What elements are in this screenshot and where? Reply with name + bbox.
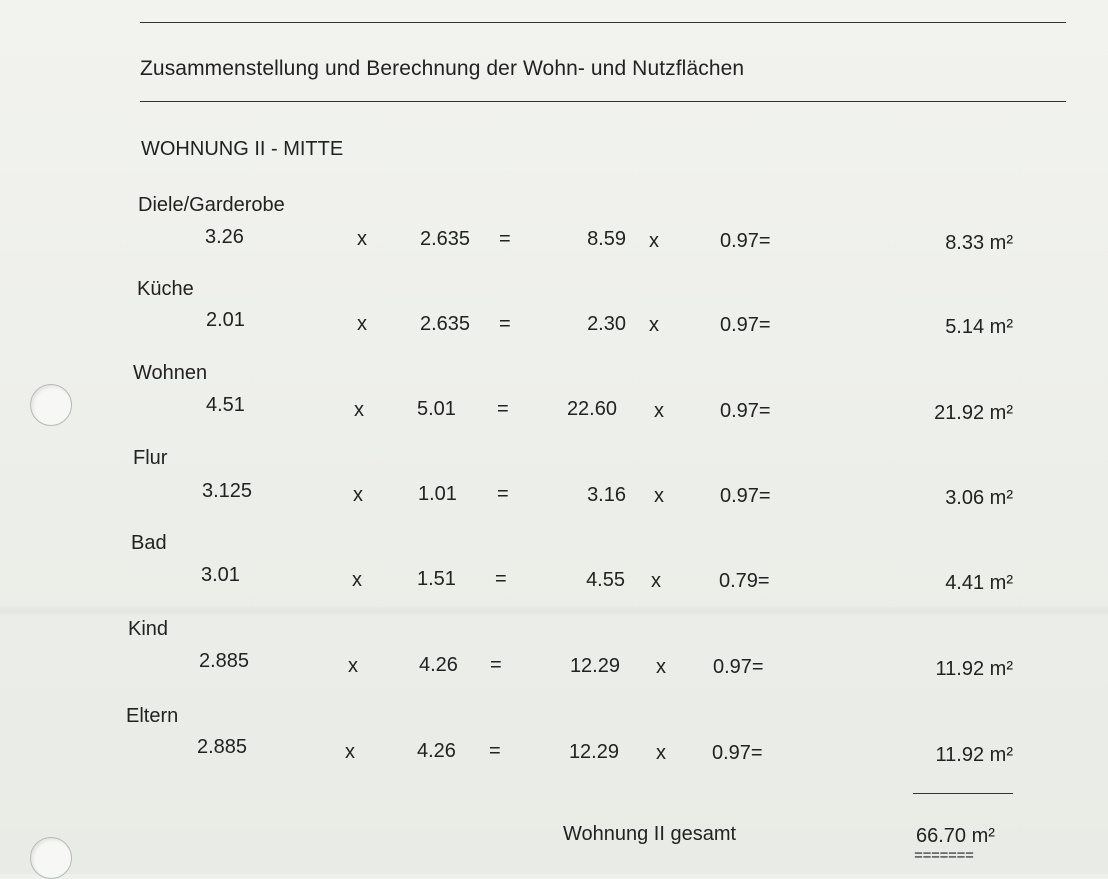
room-length: 3.01	[201, 564, 240, 586]
multiply-sign: x	[649, 230, 659, 252]
room-name: Kind	[128, 618, 169, 640]
room-result: 5.14 m²	[945, 316, 1013, 338]
paper-fold	[0, 605, 1108, 617]
punch-hole	[30, 384, 72, 426]
room-name: Diele/Garderobe	[138, 194, 285, 216]
room-length: 3.125	[202, 480, 253, 502]
room-width: 4.26	[417, 740, 456, 762]
room-width: 4.26	[419, 654, 458, 676]
room-width: 5.01	[417, 398, 456, 420]
room-width: 1.01	[418, 483, 457, 505]
room-area: 8.59	[587, 228, 626, 250]
document-title: Zusammenstellung und Berechnung der Wohn- und Nutzflächen	[140, 57, 745, 80]
section-title: WOHNUNG II - MITTE	[141, 138, 344, 160]
room-factor: 0.97=	[713, 656, 764, 678]
room-factor: 0.97=	[720, 485, 771, 507]
room-length: 3.26	[205, 226, 244, 248]
room-area: 4.55	[586, 569, 625, 591]
multiply-sign: x	[651, 570, 661, 592]
total-label: Wohnung II gesamt	[563, 823, 737, 845]
equals-sign: =	[497, 398, 509, 420]
room-area: 12.29	[568, 741, 619, 763]
room-length: 2.01	[206, 309, 245, 331]
multiply-sign: x	[352, 569, 362, 591]
room-result: 21.92 m²	[934, 402, 1013, 424]
room-area: 12.29	[569, 655, 620, 677]
room-area: 22.60	[566, 398, 617, 420]
room-result: 11.92 m²	[935, 744, 1013, 766]
room-length: 4.51	[206, 394, 245, 416]
room-length: 2.885	[197, 736, 248, 758]
multiply-sign: x	[656, 742, 666, 764]
room-factor: 0.79=	[719, 570, 770, 592]
title-rule	[140, 101, 1066, 102]
multiply-sign: x	[357, 228, 367, 250]
multiply-sign: x	[353, 484, 363, 506]
room-area: 3.16	[587, 484, 626, 506]
room-factor: 0.97=	[720, 230, 771, 252]
equals-sign: =	[495, 568, 507, 590]
room-name: Flur	[133, 447, 168, 469]
multiply-sign: x	[654, 400, 664, 422]
equals-sign: =	[490, 654, 502, 676]
multiply-sign: x	[354, 399, 364, 421]
multiply-sign: x	[357, 313, 367, 335]
room-width: 2.635	[420, 313, 471, 335]
room-area: 2.30	[587, 313, 626, 335]
room-result: 4.41 m²	[945, 572, 1013, 594]
room-result: 3.06 m²	[945, 487, 1013, 509]
punch-hole	[30, 837, 72, 879]
total-value: 66.70 m²	[916, 825, 995, 847]
multiply-sign: x	[348, 655, 358, 677]
equals-sign: =	[499, 313, 511, 335]
equals-sign: =	[499, 228, 511, 250]
equals-sign: =	[489, 740, 501, 762]
room-factor: 0.97=	[720, 314, 771, 336]
multiply-sign: x	[656, 656, 666, 678]
total-double-underline: =======	[914, 848, 974, 865]
room-width: 2.635	[420, 228, 471, 250]
room-result: 8.33 m²	[945, 232, 1013, 254]
sum-line	[913, 793, 1013, 794]
room-name: Wohnen	[133, 362, 208, 384]
room-width: 1.51	[417, 568, 456, 590]
room-factor: 0.97=	[712, 742, 763, 764]
room-length: 2.885	[199, 650, 250, 672]
room-name: Eltern	[126, 705, 179, 727]
multiply-sign: x	[654, 485, 664, 507]
multiply-sign: x	[649, 314, 659, 336]
multiply-sign: x	[345, 741, 355, 763]
room-result: 11.92 m²	[935, 658, 1013, 680]
room-name: Küche	[137, 278, 194, 300]
top-rule	[140, 22, 1066, 23]
equals-sign: =	[497, 483, 509, 505]
room-factor: 0.97=	[720, 400, 771, 422]
room-name: Bad	[131, 532, 167, 554]
